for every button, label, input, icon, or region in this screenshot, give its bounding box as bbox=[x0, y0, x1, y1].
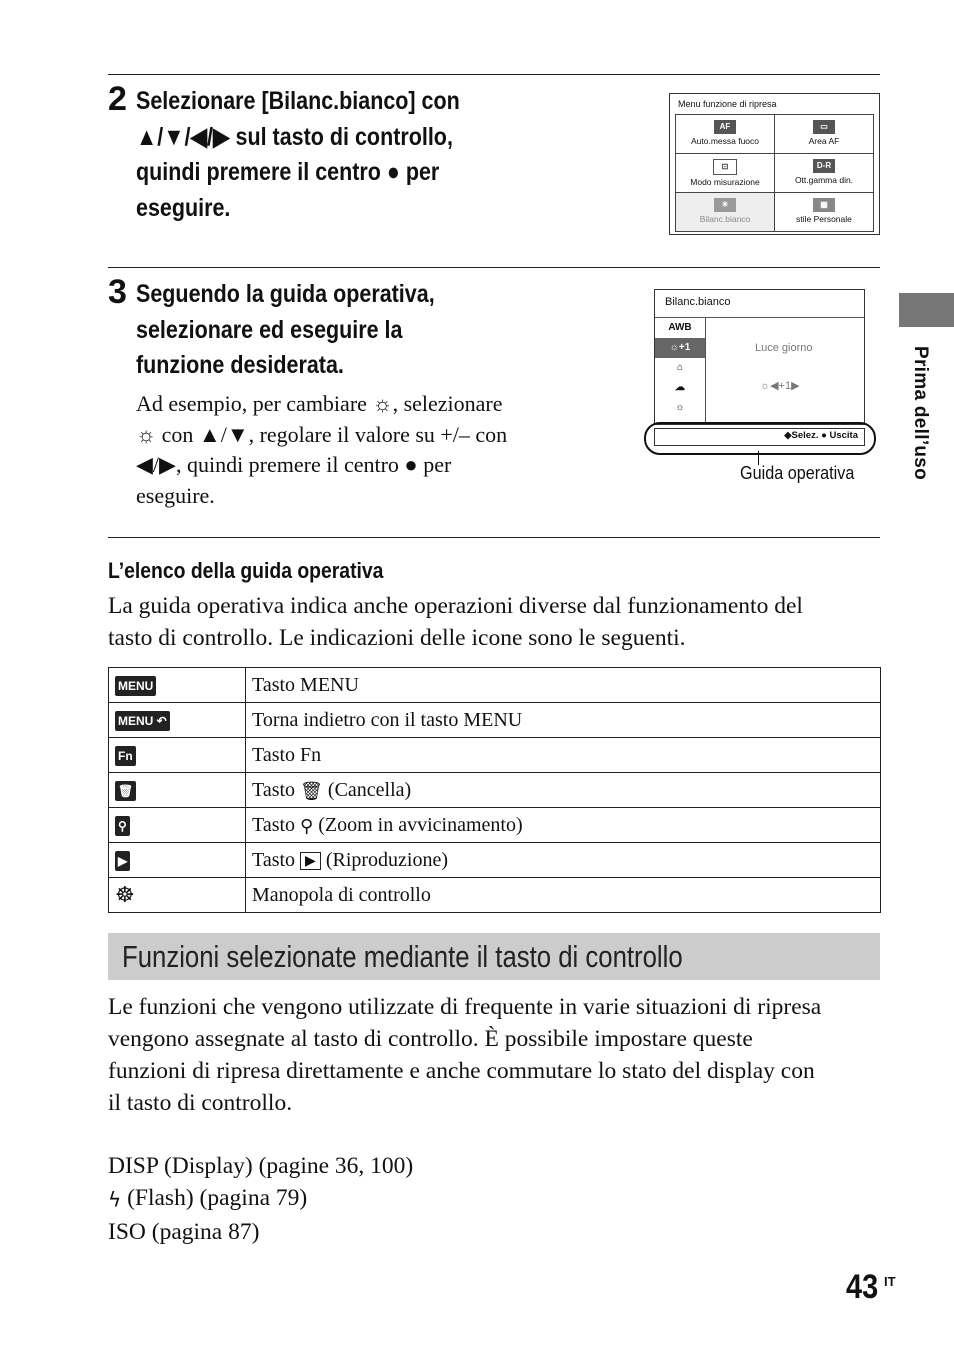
wb-value: ☼◀+1▶ bbox=[760, 380, 800, 392]
step-heading-line: Seguendo la guida operativa, bbox=[136, 280, 435, 308]
section-paragraph: Le funzioni che vengono utilizzate di frequente in varie situazioni di ripresa vengono assegnate al tasto di controllo. È possibile impostare queste funzioni di ripresa direttamente e anche commutare lo stato del display con il tasto di controllo. bbox=[108, 994, 822, 1116]
dro-icon: D-R bbox=[813, 159, 835, 173]
subheading: L’elenco della guida operativa bbox=[108, 558, 384, 583]
guide-highlight bbox=[644, 422, 876, 455]
table-row bbox=[109, 668, 881, 703]
trash-icon: 🗑 bbox=[300, 780, 323, 802]
icon-table bbox=[108, 667, 881, 913]
table-cell: Manopola di controllo bbox=[246, 878, 881, 913]
step-heading-line: Selezionare [Bilanc.bianco] con bbox=[136, 87, 460, 115]
step-heading-line: selezionare ed eseguire la bbox=[136, 315, 403, 344]
list-item: ISO (pagina 87) bbox=[108, 1218, 260, 1245]
step-heading-line: funzione desiderata. bbox=[136, 351, 344, 379]
table-cell: Tasto Fn bbox=[246, 738, 881, 773]
page-number: 43 bbox=[846, 1268, 879, 1306]
page-language: IT bbox=[884, 1274, 896, 1289]
table-row bbox=[109, 703, 881, 738]
tungsten-icon: ☼ bbox=[675, 402, 685, 413]
white-balance-screen bbox=[654, 289, 865, 425]
cloudy-icon: ☁ bbox=[675, 382, 685, 393]
table-cell: Tasto MENU bbox=[246, 668, 881, 703]
guide-callout-label: Guida operativa bbox=[740, 463, 855, 483]
table-cell: Tasto ▶ (Riproduzione) bbox=[246, 843, 881, 878]
step-heading-line: quindi premere il centro ● per bbox=[136, 158, 440, 186]
wb-list bbox=[655, 318, 706, 422]
section-title: Funzioni selezionate mediante il tasto di controllo bbox=[122, 939, 683, 974]
intro-paragraph: La guida operativa indica anche operazioni diverse dal funzionamento del tasto di controllo. Le indicazioni delle icone sono le seguenti. bbox=[108, 593, 803, 651]
wb-preset-label: Luce giorno bbox=[755, 342, 813, 354]
menu-title: Menu funzione di ripresa bbox=[678, 99, 777, 109]
white-balance-icon: ☀ bbox=[714, 198, 736, 212]
step-heading-line: eseguire. bbox=[136, 193, 231, 222]
list-item: DISP (Display) (pagine 36, 100) bbox=[108, 1153, 414, 1179]
step-body: Ad esempio, per cambiare ☼, selezionare ☼ con ▲/▼, regolare il valore su +/– con ◀/▶, quindi premere il centro ● per eseguire. bbox=[136, 391, 508, 508]
chapter-tab bbox=[899, 293, 954, 327]
step-heading-line: ▲/▼/◀/▶ sul tasto di controllo, bbox=[136, 122, 453, 151]
chapter-label: Prima dell’uso bbox=[910, 346, 931, 481]
camera-menu-screen bbox=[669, 93, 880, 235]
zoom-icon: ⚲ bbox=[300, 815, 314, 837]
table-cell: Tasto 🗑 (Cancella) bbox=[246, 773, 881, 808]
divider bbox=[108, 537, 880, 538]
af-icon: AF bbox=[714, 120, 736, 134]
guide-text: ◆Selez. ● Uscita bbox=[784, 430, 858, 441]
table-row bbox=[109, 878, 881, 913]
function-list bbox=[108, 1150, 708, 1248]
table-row bbox=[109, 808, 881, 843]
menu-icon: MENU bbox=[115, 676, 156, 696]
list-item: ϟ (Flash) (pagina 79) bbox=[108, 1185, 308, 1212]
table-row bbox=[109, 843, 881, 878]
metering-icon: ⊡ bbox=[713, 159, 737, 175]
zoom-icon: ⚲ bbox=[115, 816, 130, 836]
flash-icon: ϟ bbox=[108, 1187, 122, 1212]
table-row bbox=[109, 773, 881, 808]
step-heading bbox=[136, 277, 435, 384]
section-header bbox=[108, 933, 880, 980]
awb-icon: AWB bbox=[668, 322, 692, 333]
af-area-icon: ▭ bbox=[813, 120, 835, 134]
menu-cell: ▦ stile Personale bbox=[774, 192, 874, 232]
menu-cell: D-R Ott.gamma din. bbox=[774, 153, 874, 193]
step-number: 3 bbox=[108, 273, 127, 311]
table-cell: Tasto ⚲ (Zoom in avvicinamento) bbox=[246, 808, 881, 843]
divider bbox=[108, 267, 880, 268]
menu-cell: ▭ Area AF bbox=[774, 114, 874, 154]
control-dial-icon: ☸ bbox=[115, 882, 135, 908]
menu-cell: AF Auto.messa fuoco bbox=[675, 114, 775, 154]
table-row bbox=[109, 738, 881, 773]
step-heading bbox=[136, 84, 460, 226]
playback-icon: ▶ bbox=[115, 851, 130, 871]
menu-back-icon: MENU ↶ bbox=[115, 711, 170, 731]
step-number: 2 bbox=[108, 80, 127, 118]
menu-cell-selected: ☀ Bilanc.bianco bbox=[675, 192, 775, 232]
playback-icon: ▶ bbox=[300, 852, 321, 870]
trash-icon: 🗑 bbox=[115, 781, 136, 801]
daylight-icon: ☼+1 bbox=[655, 338, 705, 358]
divider bbox=[108, 74, 880, 75]
shade-icon: ⌂ bbox=[676, 362, 684, 373]
menu-cell: ⊡ Modo misurazione bbox=[675, 153, 775, 193]
creative-style-icon: ▦ bbox=[813, 198, 835, 212]
wb-title: Bilanc.bianco bbox=[665, 296, 731, 308]
fn-icon: Fn bbox=[115, 746, 136, 766]
table-cell: Torna indietro con il tasto MENU bbox=[246, 703, 881, 738]
